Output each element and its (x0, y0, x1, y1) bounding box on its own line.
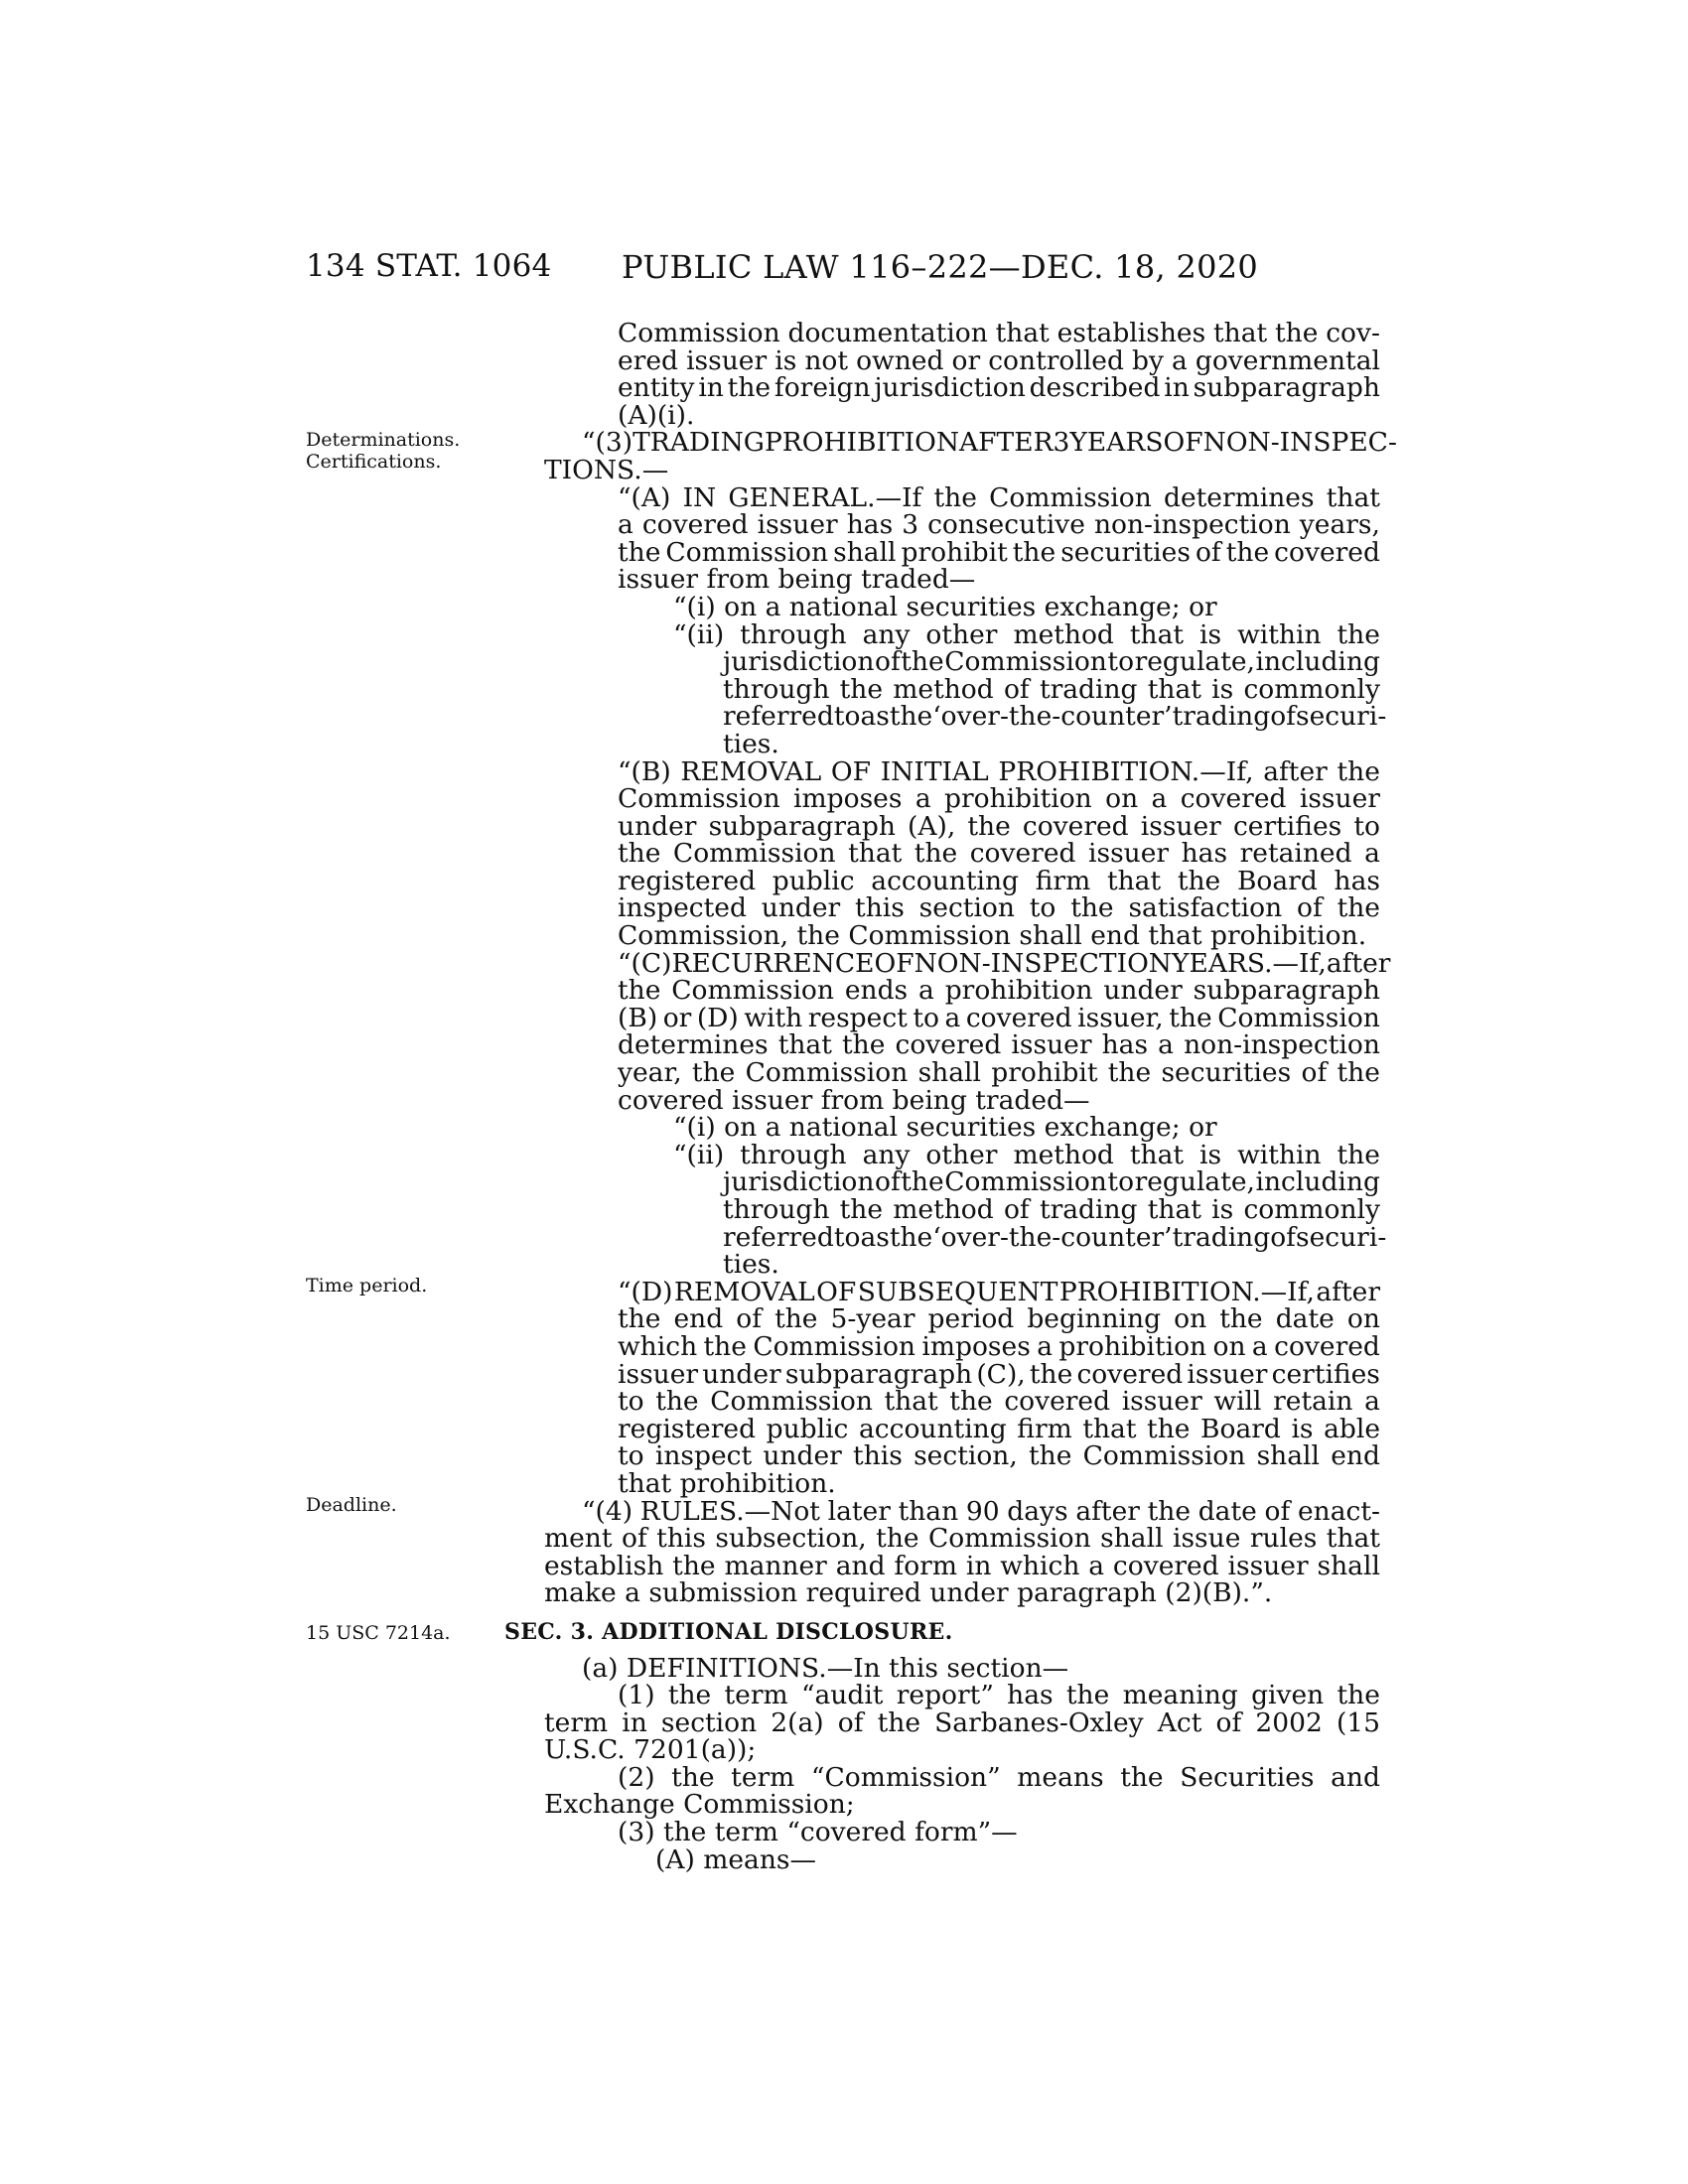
body-line-subparagraph-heading: “(B) REMOVAL OF INITIAL PROHIBITION.—If, after the (618, 755, 1380, 787)
body-line: to inspect under this section, the Commission shall end (618, 1440, 1380, 1472)
body-line: that prohibition. (618, 1467, 836, 1499)
body-line-clause: “(ii) through any other method that is within the (673, 1139, 1380, 1170)
body-line: determines that the covered issuer has a non-inspection (618, 1029, 1380, 1061)
body-line-subparagraph-heading: “(D) REMOVAL OF SUBSEQUENT PROHIBITION.—If, after (618, 1276, 1380, 1307)
body-line: (1) the term “audit report” has the meaning given the (618, 1680, 1380, 1711)
body-line-paragraph-heading: “(4) RULES.—Not later than 90 days after the date of enact- (582, 1495, 1380, 1527)
body-line: ment of this subsection, the Commission shall issue rules that (544, 1523, 1380, 1555)
body-line-paragraph-heading: “(3) TRADING PROHIBITION AFTER 3 YEARS OF NON-INSPEC- (582, 427, 1397, 459)
body-line: the Commission that the covered issuer has retained a (618, 838, 1380, 870)
body-line: through the method of trading that is commonly (723, 673, 1380, 705)
body-line: (A) means— (655, 1843, 817, 1875)
body-line: ered issuer is not owned or controlled by a governmental (618, 344, 1380, 376)
running-head-title: PUBLIC LAW 116–222—DEC. 18, 2020 (622, 248, 1259, 286)
body-line: Commission imposes a prohibition on a covered issuer (618, 783, 1380, 815)
body-line: registered public accounting firm that the Board has (618, 865, 1380, 896)
body-line: which the Commission imposes a prohibition on a covered (618, 1330, 1380, 1362)
margin-note-deadline: Deadline. (306, 1494, 397, 1516)
body-line: make a submission required under paragraph (2)(B).”. (544, 1577, 1273, 1609)
margin-note-determinations: Determinations. (306, 429, 461, 451)
body-line: issuer under subparagraph (C), the covered issuer certifies (618, 1358, 1380, 1390)
body-line: covered issuer from being traded— (618, 1084, 1090, 1116)
body-line: the end of the 5-year period beginning on the date on (618, 1303, 1380, 1335)
body-line: (2) the term “Commission” means the Securities and (618, 1761, 1380, 1793)
margin-note-time-period: Time period. (306, 1275, 428, 1297)
body-line: referred to as the ‘over-the-counter’ trading of securi- (723, 701, 1387, 733)
body-line: under subparagraph (A), the covered issuer certifies to (618, 810, 1380, 842)
body-line: a covered issuer has 3 consecutive non-inspection years, (618, 509, 1380, 541)
body-line: entity in the foreign jurisdiction described in subparagraph (618, 372, 1380, 404)
body-line: the Commission ends a prohibition under subparagraph (618, 975, 1380, 1007)
body-line: to the Commission that the covered issuer will retain a (618, 1386, 1380, 1418)
body-line: issuer from being traded— (618, 564, 976, 596)
body-line: Exchange Commission; (544, 1789, 855, 1821)
body-line: establish the manner and form in which a covered issuer shall (544, 1550, 1380, 1581)
body-line: inspected under this section to the satisfaction of the (618, 892, 1380, 924)
body-line: (B) or (D) with respect to a covered issuer, the Commission (618, 1002, 1380, 1033)
body-line: year, the Commission shall prohibit the securities of the (618, 1057, 1380, 1089)
body-line: (A)(i). (618, 399, 695, 431)
body-line: jurisdiction of the Commission to regulate, including (723, 646, 1380, 678)
section-heading: SEC. 3. ADDITIONAL DISCLOSURE. (504, 1618, 953, 1645)
body-line: Commission, the Commission shall end that prohibition. (618, 920, 1367, 952)
body-line: TIONS.— (544, 454, 669, 485)
body-line: through the method of trading that is commonly (723, 1194, 1380, 1225)
statute-body-text (504, 318, 1397, 1875)
body-line: Commission documentation that establishes that the cov- (618, 318, 1380, 348)
body-line: ties. (723, 728, 779, 759)
body-line-subparagraph-heading: “(C) RECURRENCE OF NON-INSPECTION YEARS.—If, after (618, 947, 1391, 979)
body-line-subsection-heading: (a) DEFINITIONS.—In this section— (582, 1652, 1069, 1684)
body-line: ties. (723, 1249, 779, 1281)
margin-note-usc-citation: 15 USC 7214a. (306, 1622, 451, 1644)
body-line: (3) the term “covered form”— (618, 1817, 1018, 1848)
body-line: registered public accounting firm that the Board is able (618, 1413, 1380, 1444)
body-line-clause: “(ii) through any other method that is within the (673, 618, 1380, 650)
body-line: referred to as the ‘over-the-counter’ trading of securi- (723, 1221, 1387, 1253)
body-line: U.S.C. 7201(a)); (544, 1734, 757, 1766)
body-line: jurisdiction of the Commission to regulate, including (723, 1166, 1380, 1198)
body-line: the Commission shall prohibit the securities of the covered (618, 536, 1380, 568)
body-line: term in section 2(a) of the Sarbanes-Oxley Act of 2002 (15 (544, 1706, 1380, 1738)
body-line-subparagraph-heading: “(A) IN GENERAL.—If the Commission determines that (618, 481, 1380, 513)
statute-page-number: 134 STAT. 1064 (306, 248, 552, 284)
body-line-clause: “(i) on a national securities exchange; or (673, 591, 1217, 622)
margin-note-certifications: Certifications. (306, 451, 442, 473)
body-line-clause: “(i) on a national securities exchange; or (673, 1112, 1217, 1144)
